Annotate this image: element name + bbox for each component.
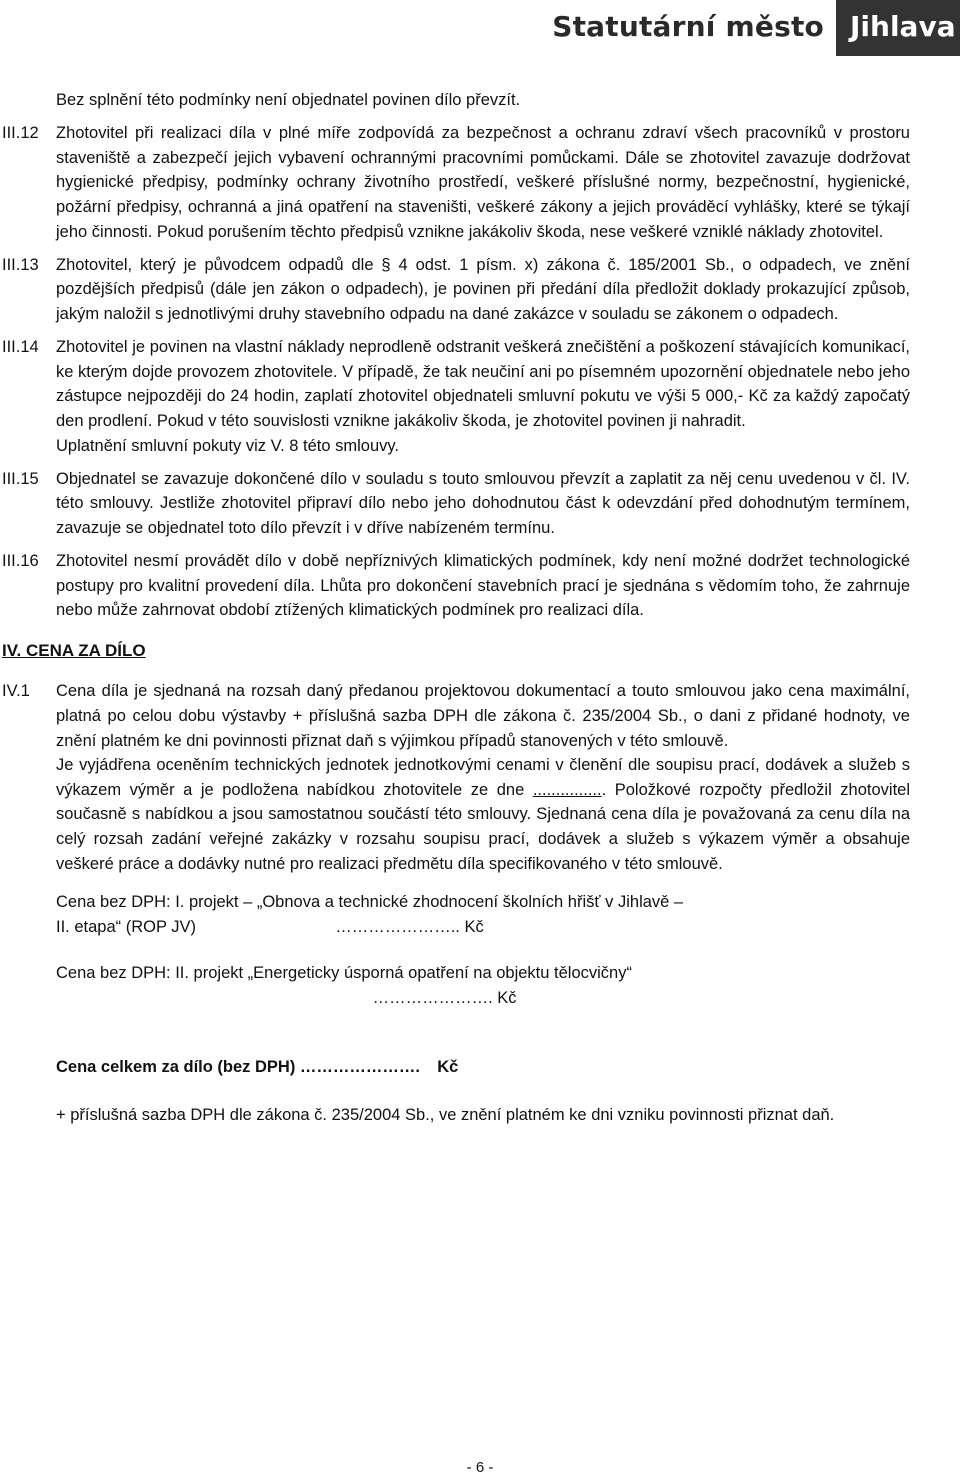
price-line-project-2b [56, 986, 910, 1011]
clause-text: Zhotovitel, který je původcem odpadů dle § 4 odst. 1 písm. x) zákona č. 185/2001 Sb., o odpadech, ve znění pozdějších předpisů (dále jen zákon o odpadech), je povinen při předání díla předložit doklady prokazující způsob, jakým naložil s jednotlivými druhy stavebního odpadu na dané zakázce v souladu se zákonem o odpadech. [56, 255, 910, 323]
date-blank: ............... [532, 780, 602, 799]
clause-text: Zhotovitel při realizaci díla v plné míře zodpovídá za bezpečnost a ochranu zdraví všech pracovníků v prostoru staveniště a zabezpečí jejich vybavení ochrannými pracovními pomůckami. Dále se zhotovitel zavazuje dodržovat hygienické předpisy, podmínky ochrany životního prostředí, veškeré příslušné normy, bezpečnostní, hygienické, požární předpisy, ochranná a jiná opatření na staveništi, veškeré zákony a jejich prováděcí vyhlášky, které se týkají jeho činnosti. Pokud porušením těchto předpisů vznikne jakákoliv škoda, nese veškeré vzniklé náklady zhotovitel. [56, 124, 910, 241]
price-line-project-2: Cena bez DPH: II. projekt „Energeticky úsporná opatření na objektu tělocvičny“ [56, 964, 632, 983]
clause-number: III.12 [2, 124, 39, 143]
currency: Kč [437, 1057, 459, 1076]
clause-iii-12 [0, 121, 960, 244]
price-line-project-1b: II. etapa“ (ROP JV) ………………….. Kč [56, 917, 484, 936]
price-blank: ………………….. [335, 917, 460, 936]
vat-note: + příslušná sazba DPH dle zákona č. 235/2004 Sb., ve znění platném ke dni vzniku povinnosti přiznat daň. [56, 1106, 835, 1125]
section-heading: IV. CENA ZA DÍLO [2, 640, 146, 660]
clause-text-penalty: Uplatnění smluvní pokuty viz V. 8 této smlouvy. [56, 436, 399, 455]
price-blank: …………………. [372, 988, 498, 1007]
clause-text: Zhotovitel nesmí provádět dílo v době nepříznivých klimatických podmínek, kdy není možné dodržet technologické postupy pro kvalitní provedení díla. Lhůta pro dokončení stavebních prací je sjednána s vědomím toho, že zahrnuje nebo může zahrnovat období ztížených klimatických podmínek pro realizaci díla. [56, 552, 910, 620]
clause-number: IV.1 [2, 682, 30, 701]
page-number: - 6 - [466, 1459, 494, 1476]
header-logo [552, 0, 960, 56]
total-blank: …………………. [299, 1057, 421, 1076]
clause-iv-1 [0, 679, 960, 1127]
total-price-line: Cena celkem za dílo (bez DPH) …………………. Kč [56, 1057, 459, 1076]
clause-iii-14 [0, 335, 960, 458]
logo-text-jihlava: Jihlava [836, 0, 960, 56]
clause-iii-15 [0, 467, 960, 541]
logo-text-city: Statutární město [552, 10, 824, 43]
clause-iii-16 [0, 549, 960, 623]
clause-iii-13 [0, 253, 960, 327]
clause-text: Zhotovitel je povinen na vlastní náklady neprodleně odstranit veškerá znečištění a poškození stávajících komunikací, ke kterým dojde provozem zhotovitele. V případě, že tak neučiní ani po písemném upozornění objednatele nebo jeho zástupce nejpozději do 24 hodin, zaplatí zhotovitel objednateli smluvní pokutu ve výši 5 000,- Kč za každý započatý den prodlení. Pokud v této souvislosti vznikne jakákoliv škoda, je zhotovitel povinen ji nahradit. [56, 338, 910, 430]
intro-paragraph [0, 88, 960, 113]
intro-text: Bez splnění této podmínky není objednatel povinen dílo převzít. [56, 91, 521, 109]
price-line-project-1: Cena bez DPH: I. projekt – „Obnova a technické zhodnocení školních hřišť v Jihlavě – [56, 893, 684, 912]
currency: Kč [497, 988, 517, 1007]
clause-text: Objednatel se zavazuje dokončené dílo v souladu s touto smlouvou převzít a zaplatit za něj cenu uvedenou v čl. IV. této smlouvy. Jestliže zhotovitel připraví dílo nebo jeho dohodnutou část k odevzdání před dohodnutým termínem, zavazuje se objednatel toto dílo převzít i v dříve nabízeném termínu. [56, 469, 910, 537]
clause-number: III.15 [2, 469, 39, 488]
clause-number: III.13 [2, 255, 39, 274]
clause-number: III.14 [2, 338, 39, 357]
clause-text: Cena díla je sjednaná na rozsah daný předanou projektovou dokumentací a touto smlouvou jako cena maximální, platná po celou dobu výstavby + příslušná sazba DPH dle zákona č. 235/2004 Sb., o dani z přidané hodnoty, ve znění platném ke dni povinnosti přiznat daň s výjimkou případů stanovených v této smlouvě. [56, 682, 910, 750]
clause-number: III.16 [2, 552, 39, 571]
clause-text-pricing: Je vyjádřena oceněním technických jednotek jednotkovými cenami v členění dle soupisu prací, dodávek a služeb s výkazem výměr a je podložena nabídkou zhotovitele ze dne ................ Položkové rozpočty předložil zhotovitel současně s nabídkou a jsou samostatnou součástí této smlouvy. Sjednaná cena díla je považovaná za cenu díla na celý rozsah zadání veřejné zakázky v rozsahu soupisu prací, dodávek a služeb s výkazem výměr a obsahuje veškeré práce a dodávky nutné pro realizaci předmětu díla specifikovaného v této smlouvě. [56, 756, 910, 873]
currency: Kč [464, 917, 484, 936]
document-body [0, 88, 960, 1128]
